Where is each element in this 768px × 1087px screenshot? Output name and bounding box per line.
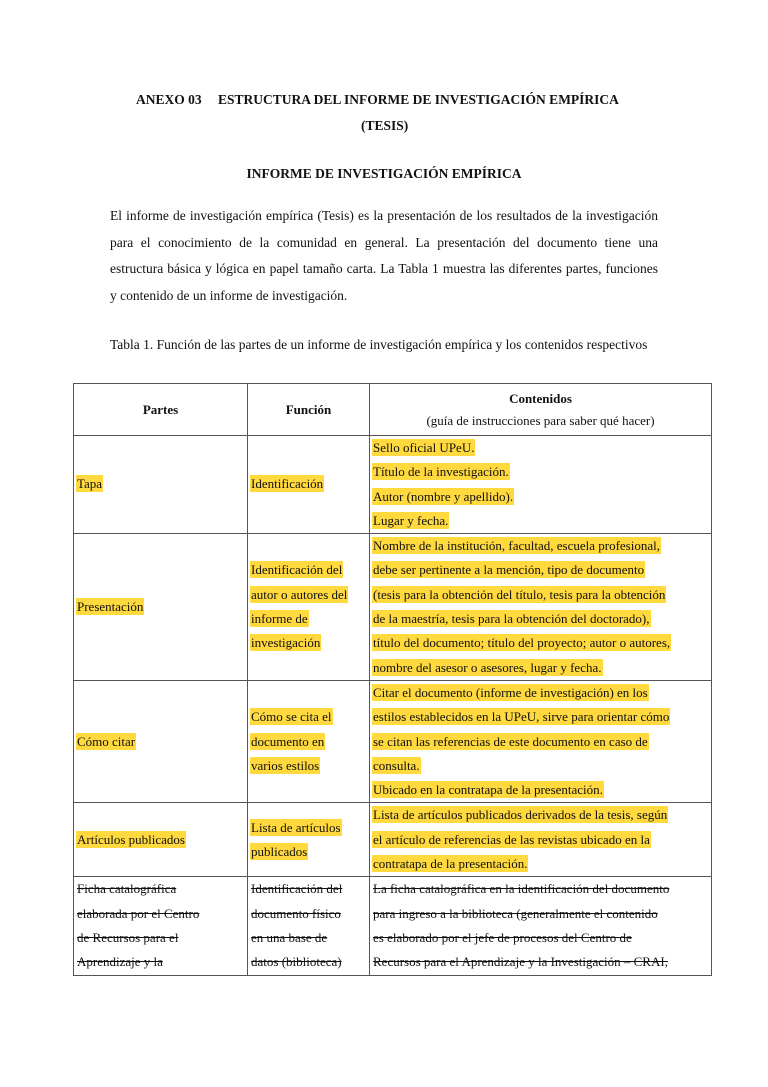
parte-line: Aprendizaje y la: [77, 954, 163, 970]
contenido-line: (tesis para la obtención del título, tesis para la obtención: [373, 586, 666, 602]
header-funcion: Función: [248, 384, 370, 436]
parte-line: de Recursos para el: [77, 929, 179, 945]
funcion-line: informe de: [251, 611, 308, 627]
cell-funcion: [248, 877, 370, 975]
cell-funcion: [248, 436, 370, 534]
intro-paragraph: El informe de investigación empírica (Tesis) es la presentación de los resultados de la investigación para el conocimiento de la comunidad en general. La presentación del documento tiene una estructura básica y lógica en papel tamaño carta. La Tabla 1 muestra las diferentes partes, funciones y contenido de un informe de investigación.: [110, 208, 658, 303]
cell-funcion: [248, 680, 370, 802]
table-caption: Tabla 1. Función de las partes de un informe de investigación empírica y los contenidos respectivos: [110, 337, 648, 352]
parte-line: elaborada por el Centro: [77, 905, 200, 921]
funcion-line: investigación: [251, 635, 321, 651]
cell-contenido: [370, 803, 712, 877]
contenido-line: Lista de artículos publicados derivados de la tesis, según: [373, 807, 668, 823]
cell-contenido: [370, 680, 712, 802]
contenido-line: Citar el documento (informe de investigación) en los: [373, 684, 648, 700]
cell-funcion: [248, 803, 370, 877]
header-contenidos-title: Contenidos: [509, 390, 572, 406]
contenido-line: Ubicado en la contratapa de la presentación.: [373, 782, 603, 798]
contenido-line: La ficha catalográfica en la identificación del documento: [373, 881, 670, 897]
header-contenidos: [370, 384, 712, 436]
annex-title-tesis: (TESIS): [361, 118, 409, 133]
cell-contenido: [370, 877, 712, 975]
parte-presentacion: Presentación: [77, 598, 144, 614]
funcion-line: Identificación del: [251, 562, 343, 578]
cell-funcion: [248, 534, 370, 681]
funcion-line: Cómo se cita el: [251, 709, 332, 725]
table-header-row: [74, 384, 712, 436]
funcion-line: datos (biblioteca): [251, 954, 342, 970]
annex-label: ANEXO 03: [136, 92, 202, 107]
contenido-line: título del documento; título del proyecto; autor o autores,: [373, 635, 671, 651]
contenido-line: Autor (nombre y apellido).: [373, 488, 514, 504]
contenido-line: el artículo de referencias de las revistas ubicado en la: [373, 831, 650, 847]
contenido-line: Título de la investigación.: [373, 464, 509, 480]
funcion-line: varios estilos: [251, 757, 320, 773]
table-row: [74, 534, 712, 681]
table-row: [74, 803, 712, 877]
contenido-line: para ingreso a la biblioteca (generalmente el contenido: [373, 905, 658, 921]
header-partes: Partes: [74, 384, 248, 436]
contenido-line: estilos establecidos en la UPeU, sirve para orientar cómo: [373, 709, 670, 725]
contenido-line: contratapa de la presentación.: [373, 856, 528, 872]
contenido-line: nombre del asesor o asesores, lugar y fecha.: [373, 659, 602, 675]
cell-parte: [74, 534, 248, 681]
parts-table: [73, 383, 712, 976]
cell-parte: [74, 803, 248, 877]
parte-articulos: Artículos publicados: [77, 831, 185, 847]
contenido-line: de la maestría, tesis para la obtención del doctorado),: [373, 611, 650, 627]
table-row: [74, 877, 712, 975]
cell-parte: [74, 436, 248, 534]
header-contenidos-sub: (guía de instrucciones para saber qué hacer): [426, 412, 655, 428]
table-row: [74, 680, 712, 802]
funcion-line: documento físico: [251, 905, 341, 921]
parte-como-citar: Cómo citar: [77, 733, 136, 749]
funcion-line: autor o autores del: [251, 586, 348, 602]
contenido-line: Sello oficial UPeU.: [373, 440, 475, 455]
contenido-line: Nombre de la institución, facultad, escuela profesional,: [373, 538, 660, 554]
contenido-line: se citan las referencias de este documento en caso de: [373, 733, 648, 749]
table-row: [74, 436, 712, 534]
funcion-line: en una base de: [251, 929, 328, 945]
contenido-line: Lugar y fecha.: [373, 512, 449, 528]
funcion-line: documento en: [251, 733, 325, 749]
contenido-line: debe ser pertinente a la mención, tipo de documento: [373, 562, 645, 578]
funcion-line: Identificación del: [251, 881, 343, 897]
contenido-line: consulta.: [373, 757, 420, 773]
funcion-line: Lista de artículos: [251, 819, 341, 835]
cell-parte: [74, 680, 248, 802]
cell-contenido: [370, 436, 712, 534]
funcion-line: publicados: [251, 843, 308, 859]
cell-parte: [74, 877, 248, 975]
parte-line: Ficha catalográfica: [77, 881, 177, 897]
document-subtitle: INFORME DE INVESTIGACIÓN EMPÍRICA: [246, 166, 522, 181]
contenido-line: Recursos para el Aprendizaje y la Investigación – CRAI,: [373, 954, 668, 970]
annex-title: ESTRUCTURA DEL INFORME DE INVESTIGACIÓN EMPÍRICA: [218, 92, 619, 107]
parte-tapa: Tapa: [77, 476, 103, 492]
contenido-line: es elaborado por el jefe de procesos del Centro de: [373, 929, 632, 945]
funcion-line: Identificación: [251, 476, 324, 492]
cell-contenido: [370, 534, 712, 681]
